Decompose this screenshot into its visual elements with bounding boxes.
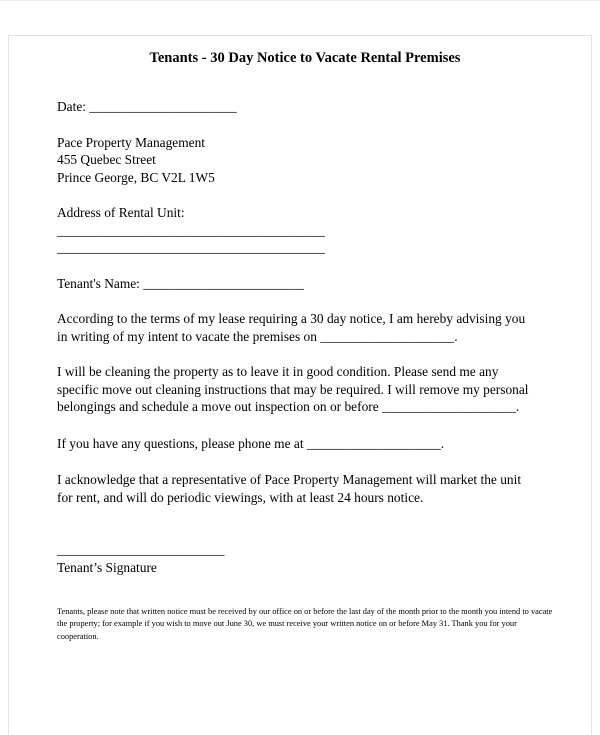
rental-unit-label: Address of Rental Unit: — [57, 205, 185, 220]
paragraph-acknowledgement: I acknowledge that a representative of Pace Property Management will market the unit for rent, and will do periodic viewings, with at least 24 hours notice. — [57, 472, 522, 505]
paragraph-questions: If you have any questions, please phone me at ____________________. — [57, 435, 445, 451]
spacer — [57, 292, 577, 310]
address-line-company: Pace Property Management — [57, 134, 205, 150]
notice-document — [57, 48, 577, 643]
address-line-street: 455 Quebec Street — [57, 152, 156, 167]
spacer — [57, 452, 577, 471]
rental-unit-blank-1: ________________________________________ — [57, 222, 325, 238]
signature-blank: _________________________ — [57, 542, 225, 557]
address-line-city: Prince George, BC V2L 1W5 — [57, 169, 215, 185]
tenant-name-line: Tenant's Name: ________________________ — [57, 275, 304, 291]
document-title: Tenants - 30 Day Notice to Vacate Rental Premises — [149, 50, 461, 66]
spacer — [57, 416, 577, 435]
date-line: Date: ______________________ — [57, 99, 237, 114]
spacer — [57, 257, 577, 275]
rental-unit-blank-2: ________________________________________ — [57, 240, 325, 255]
paragraph-lease-terms: According to the terms of my lease requiring a 30 day notice, I am hereby advising you in writing of my intent to vacate the premises on ____________________. — [57, 311, 526, 344]
footnote: Tenants, please note that written notice must be received by our office on or before the last day of the month prior to the month you intend to vacate the property; for example if you wish to move out June 30, we must receive your written notice on or before May 31. Thank you for your cooperation. — [57, 607, 553, 641]
top-border — [0, 0, 600, 1]
signature-label: Tenant’s Signature — [57, 559, 157, 575]
spacer — [57, 186, 577, 204]
spacer — [57, 116, 577, 134]
spacer — [57, 506, 577, 541]
paragraph-cleaning: I will be cleaning the property as to leave it in good condition. Please send me any specific move out cleaning instructions that may be required. I will remove my personal belongings and schedule a move out inspection on or before ____________________. — [57, 364, 529, 414]
spacer — [57, 345, 577, 363]
